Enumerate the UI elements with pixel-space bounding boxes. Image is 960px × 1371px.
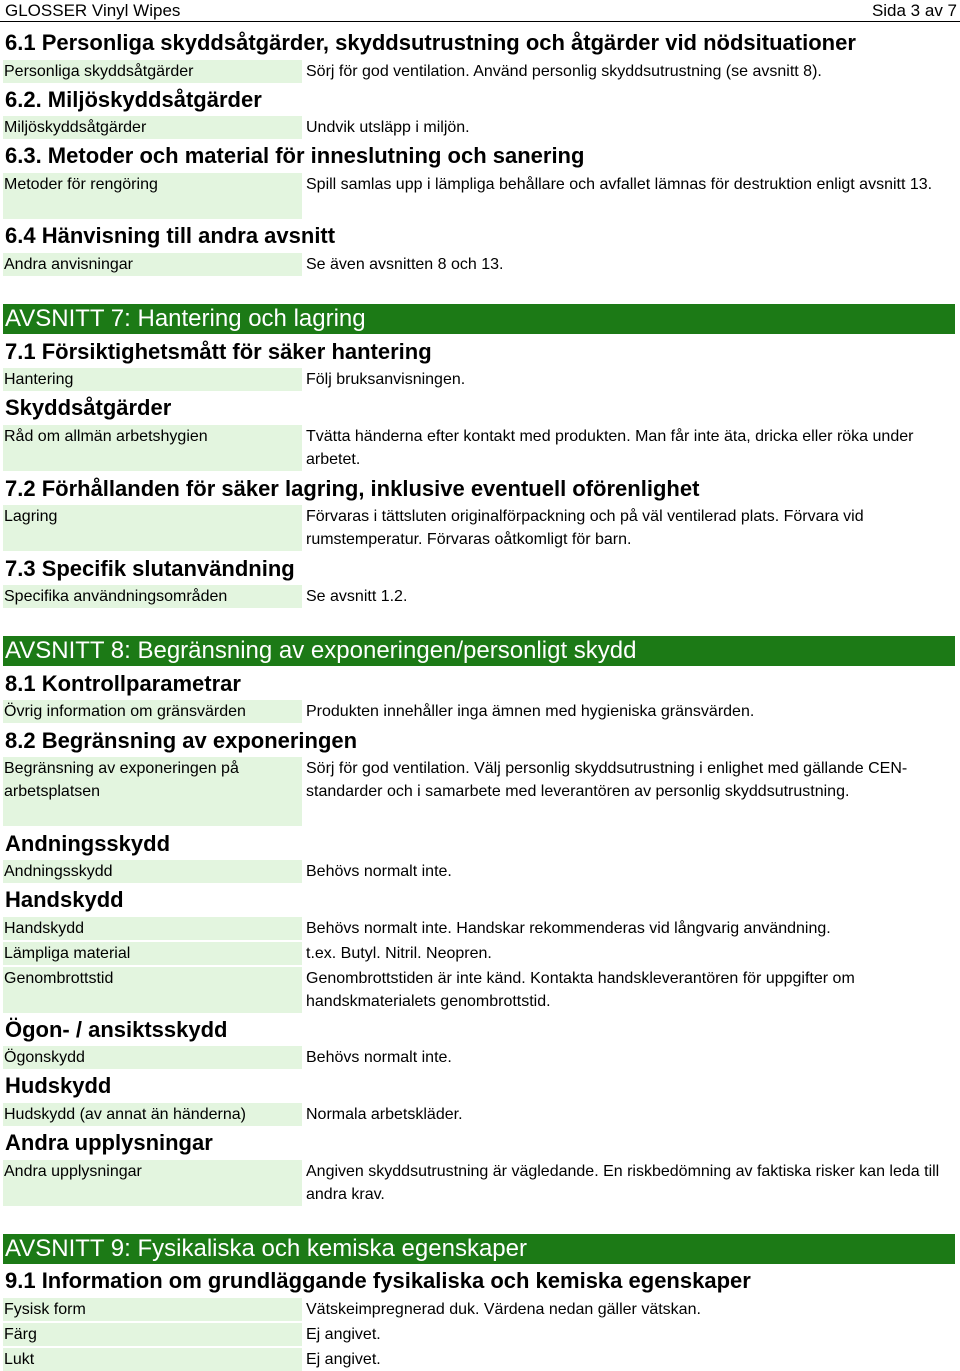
label-miljoskyddsatgarder: Miljöskyddsåtgärder [3,116,302,139]
label-andningsskydd: Andningsskydd [3,860,302,883]
heading-6-4: 6.4 Hänvisning till andra avsnitt [5,223,336,248]
label-metoder-for-rengoring: Metoder för rengöring [3,173,302,219]
heading-7-1: 7.1 Försiktighetsmått för säker hantering [5,339,432,364]
value-ogonskydd: Behövs normalt inte. [306,1049,452,1066]
value-fysisk-form: Vätskeimpregnerad duk. Värdena nedan gäller vätskan. [306,1301,701,1318]
label-andra-upplysningar: Andra upplysningar [3,1160,302,1206]
label-hantering: Hantering [3,368,302,391]
heading-skyddsatgarder: Skyddsåtgärder [5,395,172,420]
label-lampliga-material: Lämpliga material [3,942,302,965]
label-farg: Färg [3,1323,302,1346]
value-arbetshygien: Tvätta händerna efter kontakt med produkten. Man får inte äta, dricka eller röka under arbetet. [306,428,914,468]
label-ogonskydd: Ögonskydd [3,1046,302,1069]
heading-hudskydd: Hudskydd [5,1073,112,1098]
value-farg: Ej angivet. [306,1326,381,1343]
label-arbetshygien: Råd om allmän arbetshygien [3,425,302,471]
value-gransvarden: Produkten innehåller inga ämnen med hygieniska gränsvärden. [306,703,755,720]
label-exponering-arbetsplatsen: Begränsning av exponeringen på arbetsplatsen [3,757,302,826]
label-anvandningsomraden: Specifika användningsområden [3,585,302,608]
page-header [0,0,960,22]
value-handskydd: Behövs normalt inte. Handskar rekommenderas vid långvarig användning. [306,920,831,937]
value-hudskydd: Normala arbetskläder. [306,1106,463,1123]
value-exponering-arbetsplatsen: Sörj för god ventilation. Välj personlig skyddsutrustning i enlighet med gällande CEN-standarder och i samarbete med leverantören av personlig skyddsutrustning. [306,760,908,800]
heading-ogon-ansiktsskydd: Ögon- / ansiktsskydd [5,1017,228,1042]
value-genombrottstid: Genombrottstiden är inte känd. Kontakta handskleverantören för uppgifter om handskmaterialets genombrottstid. [306,970,855,1010]
label-personliga-skyddsatgarder: Personliga skyddsåtgärder [3,60,302,83]
value-personliga-skyddsatgarder: Sörj för god ventilation. Använd personlig skyddsutrustning (se avsnitt 8). [306,63,822,80]
label-andra-anvisningar: Andra anvisningar [3,253,302,276]
section-7-title: AVSNITT 7: Hantering och lagring [3,304,955,334]
value-lagring: Förvaras i tättsluten originalförpackning och på väl ventilerad plats. Förvara vid rumstemperatur. Förvaras oåtkomligt för barn. [306,508,864,548]
value-lampliga-material: t.ex. Butyl. Nitril. Neopren. [306,945,492,962]
product-name: GLOSSER Vinyl Wipes [5,1,181,20]
page-number: Sida 3 av 7 [871,1,957,20]
label-lagring: Lagring [3,505,302,551]
value-andra-upplysningar: Angiven skyddsutrustning är vägledande. En riskbedömning av faktiska risker kan leda till andra krav. [306,1163,940,1203]
heading-6-3: 6.3. Metoder och material för inneslutning och sanering [5,143,585,168]
label-genombrottstid: Genombrottstid [3,967,302,1013]
label-hudskydd: Hudskydd (av annat än händerna) [3,1103,302,1126]
value-andra-anvisningar: Se även avsnitten 8 och 13. [306,256,504,273]
heading-8-1: 8.1 Kontrollparametrar [5,671,241,696]
heading-andra-upplysningar: Andra upplysningar [5,1130,213,1155]
value-lukt: Ej angivet. [306,1351,381,1368]
heading-handskydd: Handskydd [5,887,124,912]
value-hantering: Följ bruksanvisningen. [306,371,466,388]
label-gransvarden: Övrig information om gränsvärden [3,700,302,723]
section-9-title: AVSNITT 9: Fysikaliska och kemiska egenskaper [3,1234,955,1264]
heading-8-2: 8.2 Begränsning av exponeringen [5,728,358,753]
heading-7-3: 7.3 Specifik slutanvändning [5,556,295,581]
heading-7-2: 7.2 Förhållanden för säker lagring, inklusive eventuell oförenlighet [5,476,700,501]
heading-9-1: 9.1 Information om grundläggande fysikaliska och kemiska egenskaper [5,1268,751,1293]
value-andningsskydd: Behövs normalt inte. [306,863,452,880]
value-miljoskyddsatgarder: Undvik utsläpp i miljön. [306,119,470,136]
heading-6-2: 6.2. Miljöskyddsåtgärder [5,87,262,112]
heading-6-1: 6.1 Personliga skyddsåtgärder, skyddsutrustning och åtgärder vid nödsituationer [5,30,856,55]
label-fysisk-form: Fysisk form [3,1298,302,1321]
section-8-title: AVSNITT 8: Begränsning av exponeringen/personligt skydd [3,636,955,666]
value-metoder-for-rengoring: Spill samlas upp i lämpliga behållare och avfallet lämnas för destruktion enligt avsnitt 13. [306,176,933,193]
heading-andningsskydd: Andningsskydd [5,831,171,856]
label-handskydd: Handskydd [3,917,302,940]
label-lukt: Lukt [3,1348,302,1371]
value-anvandningsomraden: Se avsnitt 1.2. [306,588,408,605]
